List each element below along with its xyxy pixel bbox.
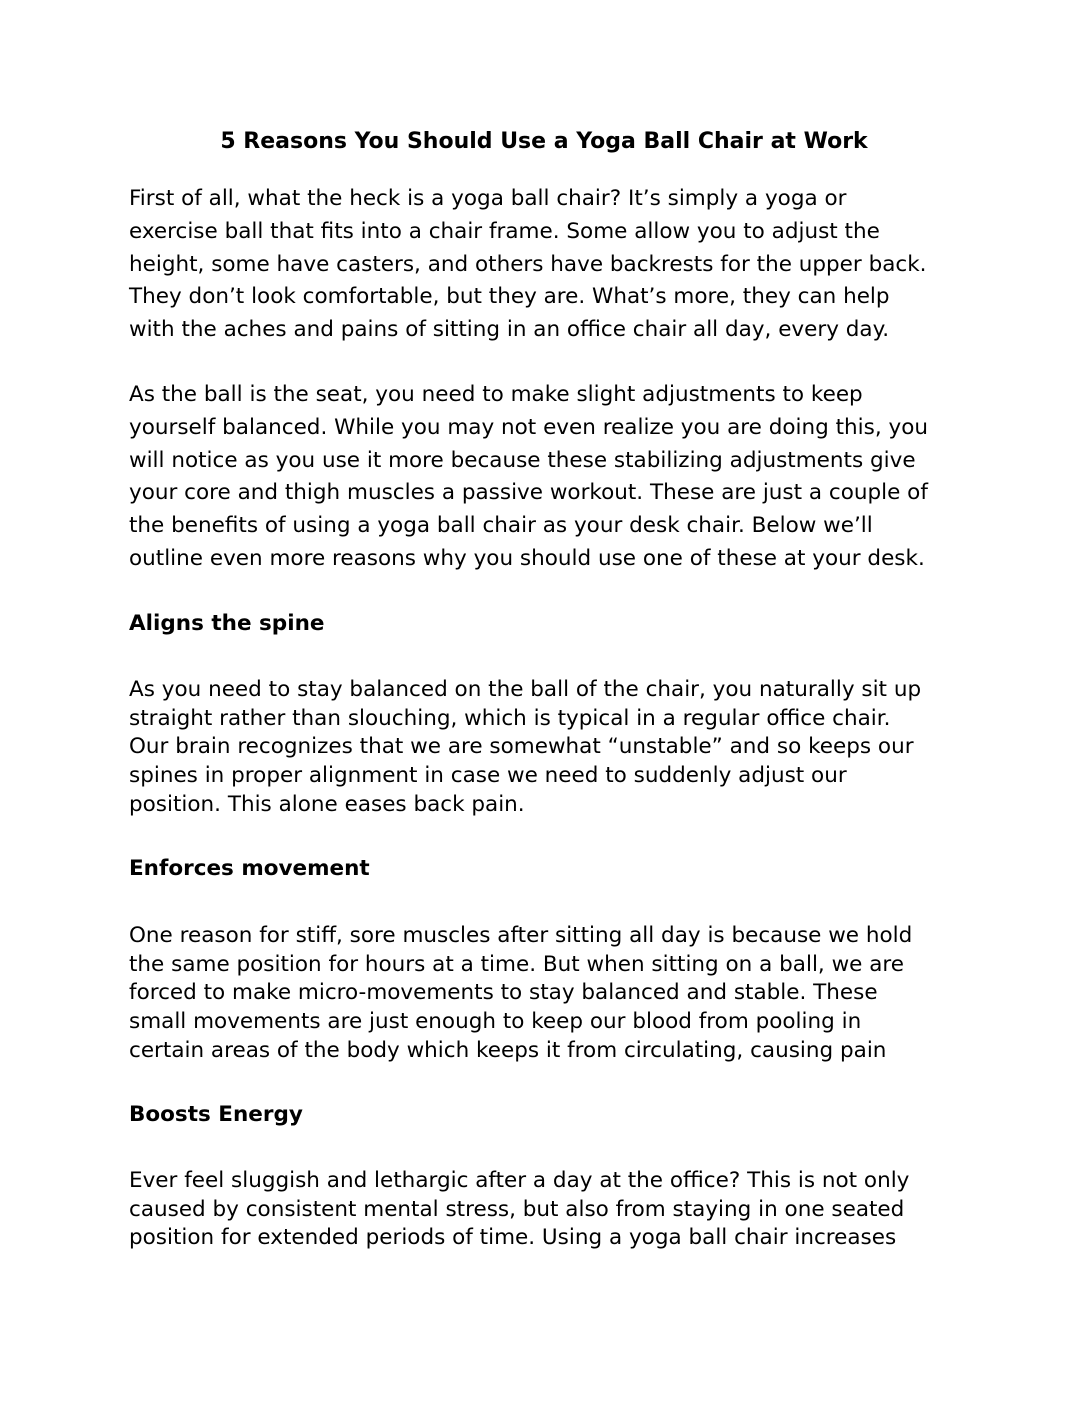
paragraph-line: position. This alone eases back pain. [129,791,525,817]
document-title: 5 Reasons You Should Use a Yoga Ball Chair at Work [220,129,868,154]
paragraph-line: outline even more reasons why you should use one of these at your desk. [129,545,925,571]
section-paragraph-boosts-energy [129,1167,909,1253]
paragraph-line: small movements are just enough to keep our blood from pooling in [129,1009,862,1035]
paragraph-line: straight rather than slouching, which is typical in a regular office chair. [129,705,891,731]
paragraph-line: As you need to stay balanced on the ball of the chair, you naturally sit up [129,677,922,702]
paragraph-line: One reason for stiff, sore muscles after sitting all day is because we hold [129,923,913,948]
paragraph-line: They don’t look comfortable, but they are. What’s more, they can help [129,284,890,310]
paragraph-line: Ever feel sluggish and lethargic after a day at the office? This is not only [129,1168,910,1193]
intro-paragraph-2 [129,379,928,576]
section-heading-aligns-spine: Aligns the spine [129,611,325,636]
section-heading-enforces-movement: Enforces movement [129,856,370,881]
paragraph-line: the benefits of using a yoga ball chair as your desk chair. Below we’ll [129,513,873,539]
paragraph-line: with the aches and pains of sitting in an office chair all day, every day. [129,317,890,343]
paragraph-line: the same position for hours at a time. But when sitting on a ball, we are [129,951,904,977]
paragraph-line: forced to make micro-movements to stay balanced and stable. These [129,980,878,1006]
paragraph-line: height, some have casters, and others have backrests for the upper back. [129,251,927,277]
paragraph-line: As the ball is the seat, you need to make slight adjustments to keep [129,382,863,407]
paragraph-line: position for extended periods of time. Using a yoga ball chair increases [129,1225,897,1251]
paragraph-line: caused by consistent mental stress, but also from staying in one seated [129,1196,905,1222]
intro-paragraph-1 [129,183,927,347]
paragraph-line: spines in proper alignment in case we need to suddenly adjust our [129,763,847,789]
paragraph-line: exercise ball that fits into a chair frame. Some allow you to adjust the [129,218,880,244]
paragraph-line: your core and thigh muscles a passive workout. These are just a couple of [129,480,928,506]
paragraph-line: certain areas of the body which keeps it from circulating, causing pain [129,1037,887,1063]
section-paragraph-aligns-spine [129,676,921,820]
section-heading-boosts-energy: Boosts Energy [129,1102,303,1127]
paragraph-line: Our brain recognizes that we are somewhat “unstable” and so keeps our [129,734,914,760]
paragraph-line: First of all, what the heck is a yoga ball chair? It’s simply a yoga or [129,186,847,211]
section-paragraph-enforces-movement [129,922,912,1066]
paragraph-line: will notice as you use it more because these stabilizing adjustments give [129,447,916,473]
paragraph-line: yourself balanced. While you may not even realize you are doing this, you [129,414,928,440]
